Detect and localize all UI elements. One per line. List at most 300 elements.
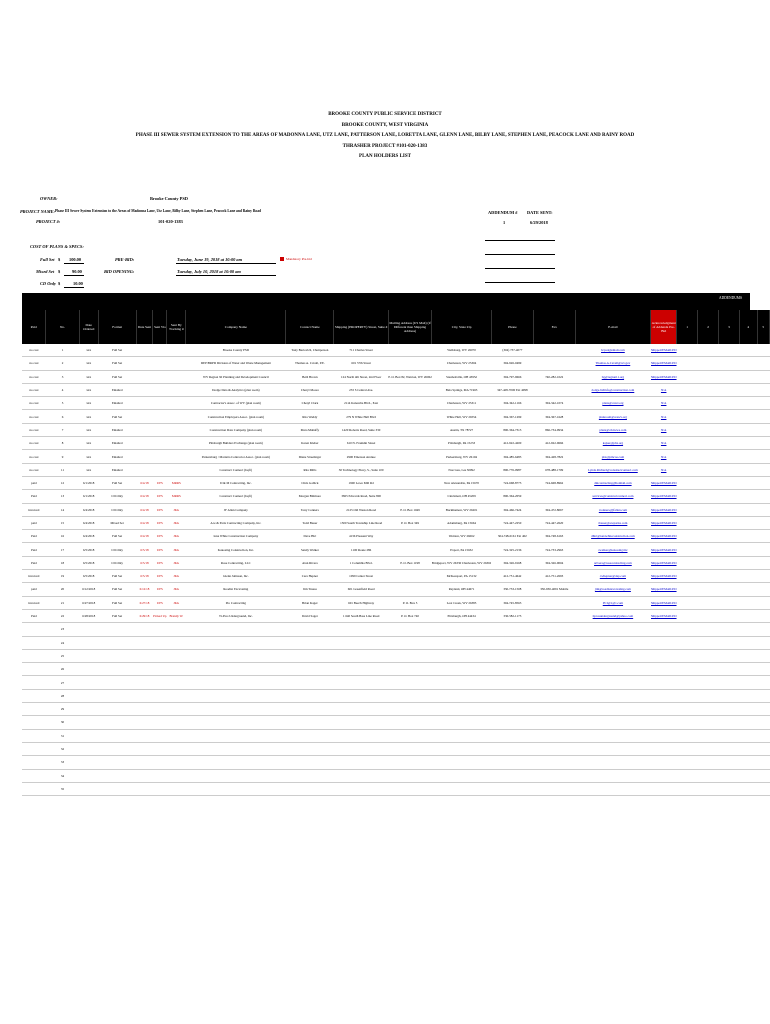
table-cell <box>739 530 757 543</box>
table-cell: 26 <box>46 663 79 676</box>
table-cell <box>79 769 98 782</box>
table-row <box>22 782 770 795</box>
table-cell: 22 <box>46 609 79 622</box>
table-cell <box>698 583 719 596</box>
table-cell: UPS <box>153 503 167 516</box>
table-cell: New Alexandria, PA 15670 <box>432 476 492 489</box>
table-cell: no cost <box>22 450 46 463</box>
shipped-link[interactable]: Shipped/EMAILED <box>651 596 677 609</box>
table-cell <box>575 756 651 769</box>
table-cell <box>757 490 770 503</box>
table-cell <box>739 609 757 622</box>
table-cell <box>98 623 136 636</box>
table-cell <box>757 769 770 782</box>
table-row <box>22 596 770 609</box>
table-cell <box>334 703 388 716</box>
table-cell <box>186 716 286 729</box>
table-cell: 1 Columbia Blvd. <box>334 556 388 569</box>
column-header: No. <box>46 310 79 344</box>
table-cell <box>432 742 492 755</box>
shipped-link[interactable]: Shipped/EMAILED <box>651 516 677 529</box>
table-cell: 601 Greenfield Road <box>334 583 388 596</box>
table-cell: 304-326-9004 <box>533 556 575 569</box>
table-cell <box>575 782 651 795</box>
table-cell: 6/28/2018 <box>79 609 98 622</box>
table-cell <box>136 450 153 463</box>
email-link[interactable]: Lynda.Richard@constructconnect.com <box>575 463 651 476</box>
table-row <box>22 636 770 649</box>
shipped-link[interactable]: Shipped/EMAILED <box>651 530 677 543</box>
table-cell <box>651 716 677 729</box>
table-cell <box>432 782 492 795</box>
table-cell <box>757 516 770 529</box>
table-cell <box>739 769 757 782</box>
table-cell <box>167 397 186 410</box>
table-cell: Beth Brown <box>286 370 334 383</box>
table-cell <box>719 623 740 636</box>
table-cell: Export, PA 15632 <box>432 543 492 556</box>
table-cell: 6/4/18 <box>136 503 153 516</box>
table-cell <box>719 649 740 662</box>
email-link[interactable]: jim@roadistexcavating.com <box>575 583 651 596</box>
table-cell <box>334 782 388 795</box>
column-header: 2 <box>698 310 719 344</box>
email-link[interactable]: tbauer@acepariss.com <box>575 516 651 529</box>
table-row <box>22 689 770 702</box>
table-cell <box>757 636 770 649</box>
table-cell <box>167 689 186 702</box>
table-cell <box>698 729 719 742</box>
column-header: 4 <box>739 310 757 344</box>
table-cell <box>719 769 740 782</box>
table-cell <box>533 663 575 676</box>
table-cell <box>432 729 492 742</box>
email-link[interactable]: bg@region11.org <box>575 370 651 383</box>
table-cell <box>739 570 757 583</box>
table-cell: 14 <box>46 503 79 516</box>
table-cell: 1099 Center Street <box>334 570 388 583</box>
column-header: 3 <box>719 310 740 344</box>
column-header: Date Ordered <box>79 310 98 344</box>
table-cell <box>491 676 533 689</box>
email-link[interactable]: tiprosunderground@yahoo.com <box>575 609 651 622</box>
table-cell: 7 <box>46 423 79 436</box>
owner-label: OWNER: <box>40 196 58 201</box>
table-cell: 35 <box>46 782 79 795</box>
table-cell <box>388 543 431 556</box>
table-cell <box>677 556 698 569</box>
table-cell <box>167 383 186 396</box>
email-link[interactable]: Thomas.A.Cavall@wv.gov <box>575 357 651 370</box>
table-cell: 18 <box>46 556 79 569</box>
table-cell: CD Only <box>98 490 136 503</box>
table-cell <box>432 676 492 689</box>
table-cell: Pittsburgh, PA 15233 <box>432 437 492 450</box>
table-cell <box>167 636 186 649</box>
table-cell <box>651 756 677 769</box>
table-cell <box>153 756 167 769</box>
table-cell <box>533 782 575 795</box>
table-cell: Pittsburgh Builders Exchange (plan room) <box>186 437 286 450</box>
table-cell: 724-733-2963 <box>533 543 575 556</box>
table-cell <box>186 663 286 676</box>
table-cell <box>98 742 136 755</box>
table-cell: 304-748-0161 Ext 402 <box>491 530 533 543</box>
table-cell: 6/5/18 <box>136 556 153 569</box>
table-cell <box>22 742 46 755</box>
table-cell: JKG <box>167 583 186 596</box>
cost-mixed-set-amount: 90.00 <box>72 269 82 274</box>
table-cell: D & M Contracting, Inc. <box>186 476 286 489</box>
table-cell <box>533 703 575 716</box>
table-cell <box>22 716 46 729</box>
table-cell <box>719 689 740 702</box>
table-cell: 2900 Emerson Avenue <box>334 450 388 463</box>
shipped-link[interactable]: Shipped/EMAILED <box>651 503 677 516</box>
table-cell <box>286 716 334 729</box>
shipped-link[interactable]: Shipped/EMAILED <box>651 370 677 383</box>
table-cell: 4136 Pleasant Way <box>334 530 388 543</box>
table-cell <box>575 716 651 729</box>
shipped-link[interactable]: Shipped/EMAILED <box>651 490 677 503</box>
table-cell: 6/1/2018 <box>79 476 98 489</box>
table-row <box>22 769 770 782</box>
table-cell <box>698 636 719 649</box>
table-cell <box>757 530 770 543</box>
table-cell <box>167 676 186 689</box>
table-cell <box>491 769 533 782</box>
table-cell: 1900 Lowe Mill Rd <box>334 476 388 489</box>
email-link[interactable]: bcpsd@email.com <box>575 344 651 357</box>
table-cell <box>432 623 492 636</box>
table-cell <box>98 729 136 742</box>
cost-currency: $ <box>58 269 61 274</box>
table-cell: 9 <box>46 450 79 463</box>
addendum-line <box>485 254 555 255</box>
table-cell <box>757 609 770 622</box>
table-cell <box>79 623 98 636</box>
table-cell: 6/29/18 <box>136 609 153 622</box>
table-cell <box>719 636 740 649</box>
table-cell: 17 <box>46 543 79 556</box>
table-cell <box>153 716 167 729</box>
table-cell <box>651 636 677 649</box>
table-cell: Full Set <box>98 570 136 583</box>
email-link[interactable]: services@constructconnect.com <box>575 490 651 503</box>
table-cell <box>651 769 677 782</box>
table-cell <box>98 782 136 795</box>
cost-currency: $ <box>58 281 61 286</box>
table-cell <box>698 423 719 436</box>
table-cell <box>167 463 186 476</box>
table-cell <box>739 649 757 662</box>
email-link[interactable]: PCI@1@1.com <box>575 596 651 609</box>
table-cell <box>491 782 533 795</box>
table-cell <box>719 543 740 556</box>
table-cell <box>719 463 740 476</box>
table-cell <box>167 437 186 450</box>
table-cell: 2 <box>46 357 79 370</box>
table-cell <box>719 742 740 755</box>
table-cell <box>757 742 770 755</box>
table-cell: 6/12/18 <box>136 583 153 596</box>
project-number-value: 101-020-1383 <box>158 219 183 224</box>
shipped-link[interactable]: Shipped/EMAILED <box>651 609 677 622</box>
shipped-link[interactable]: Shipped/EMAILED <box>651 344 677 357</box>
column-header: Fax <box>533 310 575 344</box>
table-cell: David Sager <box>286 609 334 622</box>
title-line: THRASHER PROJECT #101-020-1383 <box>342 143 428 149</box>
table-cell: Paid <box>22 543 46 556</box>
table-cell <box>388 570 431 583</box>
table-cell: no cost <box>22 410 46 423</box>
table-cell: P. O. Box 1198 <box>388 556 431 569</box>
email-link[interactable]: plans@cawv.org <box>575 397 651 410</box>
table-cell <box>153 623 167 636</box>
column-header: Phone <box>491 310 533 344</box>
table-cell <box>153 703 167 716</box>
table-cell <box>388 636 431 649</box>
table-cell <box>739 623 757 636</box>
table-cell: Brian Kager <box>286 596 334 609</box>
column-header: Format <box>98 310 136 344</box>
table-cell <box>136 716 153 729</box>
table-cell: Pittsburgh, OH 44434 <box>432 609 492 622</box>
table-row <box>22 649 770 662</box>
table-cell <box>186 689 286 702</box>
email-link[interactable]: dodge.bidinfo@construction.com <box>575 383 651 396</box>
prebid-underline <box>176 263 276 264</box>
table-cell <box>533 756 575 769</box>
table-cell <box>677 476 698 489</box>
table-cell: Buckhannon, WV 26201 <box>432 503 492 516</box>
table-cell <box>79 729 98 742</box>
table-cell: 27 <box>46 676 79 689</box>
table-cell <box>388 490 431 503</box>
shipped-link[interactable]: Shipped/EMAILED <box>651 357 677 370</box>
table-cell <box>153 463 167 476</box>
table-cell <box>533 357 575 370</box>
table-cell: 304-428-7822 <box>533 450 575 463</box>
table-cell <box>698 769 719 782</box>
table-cell <box>719 476 740 489</box>
table-cell: Full Set <box>98 583 136 596</box>
table-cell <box>698 756 719 769</box>
table-cell: 6/5/2018 <box>79 543 98 556</box>
date-sent-label: DATE SENT: <box>527 210 553 215</box>
table-cell: 2125 Old Weston Road <box>334 503 388 516</box>
email-link[interactable]: cwhepner@dep.com <box>575 570 651 583</box>
table-row <box>22 703 770 716</box>
table-cell <box>388 530 431 543</box>
table-cell: Rayland, OH 44671 <box>432 583 492 596</box>
table-cell <box>757 397 770 410</box>
table-cell: 412-751-4642 <box>491 570 533 583</box>
table-cell <box>98 689 136 702</box>
table-cell: P. O. Box 5 <box>388 596 431 609</box>
email-link[interactable]: plans@cdcnews.com <box>575 423 651 436</box>
shipped-link[interactable]: Shipped/EMAILED <box>651 556 677 569</box>
table-cell: Full Set <box>98 530 136 543</box>
table-cell <box>698 490 719 503</box>
table-cell <box>698 450 719 463</box>
table-cell <box>432 689 492 702</box>
email-link[interactable]: planroom@ceawv.org <box>575 410 651 423</box>
email-link[interactable]: tconners@jfallen.com <box>575 503 651 516</box>
table-cell: Cheryl Moore <box>286 383 334 396</box>
table-cell: 6/1/2018 <box>79 490 98 503</box>
table-cell <box>153 742 167 755</box>
table-cell <box>167 756 186 769</box>
table-cell: 330-582-1173 <box>491 609 533 622</box>
table-cell <box>533 729 575 742</box>
project-number-label: PROJECT #: <box>36 219 61 224</box>
table-cell <box>22 649 46 662</box>
table-cell <box>739 410 757 423</box>
column-header: Sent Via <box>153 310 167 344</box>
table-cell <box>186 769 286 782</box>
table-cell: P. O. Box 740 <box>388 609 431 622</box>
prebid-label: PRE-BID: <box>115 257 135 262</box>
table-cell <box>719 663 740 676</box>
email-link[interactable]: pbx@pmcaa.com <box>575 450 651 463</box>
table-cell: Construction Data Company (plan room) <box>186 423 286 436</box>
table-row <box>22 543 770 556</box>
table-cell <box>432 769 492 782</box>
table-cell <box>698 530 719 543</box>
table-cell <box>719 756 740 769</box>
table-cell <box>153 423 167 436</box>
table-cell <box>388 344 431 357</box>
table-cell: P. O. Box 349 <box>388 516 431 529</box>
table-cell: xxx <box>79 383 98 396</box>
table-cell <box>677 503 698 516</box>
table-cell <box>739 742 757 755</box>
table-cell: 21 <box>46 596 79 609</box>
shipped-link[interactable]: Shipped/EMAILED <box>651 543 677 556</box>
table-cell <box>677 636 698 649</box>
table-cell <box>757 596 770 609</box>
table-cell: 304-466-7424 <box>491 503 533 516</box>
table-cell <box>153 383 167 396</box>
table-cell <box>136 663 153 676</box>
table-cell <box>677 450 698 463</box>
table-cell <box>22 623 46 636</box>
table-cell: 866-734-9934 <box>533 423 575 436</box>
table-cell <box>677 596 698 609</box>
table-cell: Rose Contracting, LLC <box>186 556 286 569</box>
table-cell <box>153 636 167 649</box>
table-row <box>22 410 770 423</box>
table-cell <box>757 410 770 423</box>
email-link[interactable]: kajser@pbx.org <box>575 437 651 450</box>
table-cell <box>698 503 719 516</box>
table-cell: Sandy Walker <box>286 543 334 556</box>
table-cell: Brandy W. <box>167 609 186 622</box>
mandatory-prebid-text: Mandatory Pre-bid <box>286 257 312 261</box>
table-cell <box>286 689 334 702</box>
table-cell: 740-282-1022 <box>533 370 575 383</box>
table-cell <box>186 742 286 755</box>
table-cell <box>739 344 757 357</box>
table-cell <box>22 729 46 742</box>
table-cell <box>286 769 334 782</box>
shipped-link[interactable]: Shipped/EMAILED <box>651 476 677 489</box>
table-cell <box>677 742 698 755</box>
shipped-link[interactable]: Shipped/EMAILED <box>651 570 677 583</box>
table-cell: 610 N. Franklin Street <box>334 437 388 450</box>
table-cell <box>286 742 334 755</box>
table-row <box>22 756 770 769</box>
table-cell <box>533 609 575 622</box>
table-cell <box>153 676 167 689</box>
table-cell <box>739 516 757 529</box>
table-cell: 304-342-1166 <box>491 397 533 410</box>
table-row <box>22 344 770 357</box>
table-cell: UPS <box>153 596 167 609</box>
table-cell <box>98 756 136 769</box>
table-cell: JKG <box>167 543 186 556</box>
table-cell <box>739 676 757 689</box>
table-cell <box>153 769 167 782</box>
table-cell <box>533 769 575 782</box>
table-cell: Construction Employers Assoc. (plan room) <box>186 410 286 423</box>
table-cell <box>719 596 740 609</box>
table-cell <box>739 596 757 609</box>
table-cell: (304) 737-4077 <box>491 344 533 357</box>
table-row <box>22 609 770 622</box>
table-cell <box>677 769 698 782</box>
table-cell: 11 <box>46 463 79 476</box>
table-cell <box>651 729 677 742</box>
table-cell <box>286 782 334 795</box>
table-cell <box>719 516 740 529</box>
table-cell: paid <box>22 516 46 529</box>
table-cell: 6/4/18 <box>136 516 153 529</box>
email-link[interactable]: arivera@rosecontracting.com <box>575 556 651 569</box>
table-cell <box>757 703 770 716</box>
table-cell: Dodge Data & Analytics (plan room) <box>186 383 286 396</box>
email-link[interactable]: swalker@kokosing.biz <box>575 543 651 556</box>
table-cell: 30 Technology Pkwy, S., Suite 100 <box>334 463 388 476</box>
table-cell: Rita Waddy <box>286 410 334 423</box>
table-cell: UPS <box>153 570 167 583</box>
table-cell: 5 <box>46 397 79 410</box>
column-header: Shipping (PROPERTY) Street, Suite # <box>334 310 388 344</box>
table-cell: 304-326-9168 <box>491 556 533 569</box>
table-cell: Karen Kleber <box>286 437 334 450</box>
table-cell: 24 <box>46 636 79 649</box>
table-cell: 304-367-1299 <box>491 410 533 423</box>
table-cell <box>167 663 186 676</box>
table-row <box>22 583 770 596</box>
table-cell <box>757 570 770 583</box>
table-cell <box>533 490 575 503</box>
shipped-link[interactable]: Shipped/EMAILED <box>651 583 677 596</box>
table-cell <box>533 676 575 689</box>
cost-cd-only-label: CD Only <box>40 281 56 286</box>
email-link[interactable]: dmcontracting@hotmail.com <box>575 476 651 489</box>
table-cell <box>739 357 757 370</box>
column-header: Sent By Tracking # <box>167 310 186 344</box>
table-cell <box>491 663 533 676</box>
table-cell <box>719 703 740 716</box>
table-cell: Adamsburg, PA 15664 <box>432 516 492 529</box>
table-cell: UPS <box>153 530 167 543</box>
table-cell <box>388 703 431 716</box>
email-link[interactable]: dhirt@ionawhiteconstruction.com <box>575 530 651 543</box>
table-cell <box>698 609 719 622</box>
